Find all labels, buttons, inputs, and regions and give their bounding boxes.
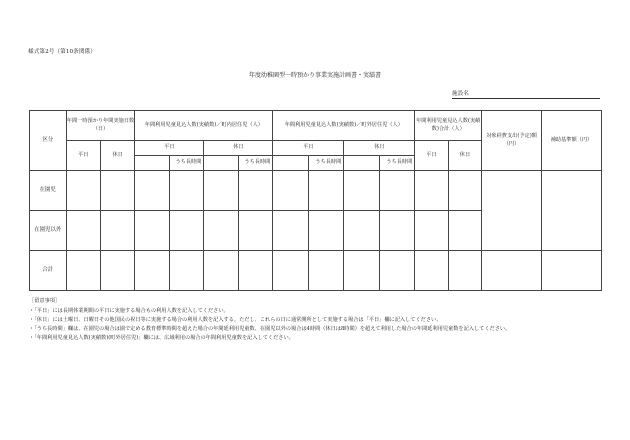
- table-cell[interactable]: [169, 171, 203, 211]
- table-cell[interactable]: [204, 171, 238, 211]
- resident-holiday-blank: [204, 156, 238, 171]
- table-cell[interactable]: [482, 251, 542, 291]
- table-cell[interactable]: [308, 171, 343, 211]
- days-header: 年間一時預かり年間実施日数（日）: [66, 111, 135, 141]
- nonresident-header: 年間利用児童見込人数(実績数)／町外居住児（人）: [273, 111, 415, 141]
- table-cell[interactable]: [448, 171, 481, 211]
- notes-section: [29, 297, 609, 343]
- table-cell[interactable]: [542, 171, 602, 251]
- table-cell[interactable]: [204, 211, 238, 251]
- table-cell[interactable]: [238, 211, 272, 251]
- facility-name-field[interactable]: 施設名: [452, 89, 600, 99]
- table-cell[interactable]: [273, 171, 308, 211]
- table-cell[interactable]: [379, 171, 414, 211]
- notes-header: ［留意事項］: [29, 298, 61, 304]
- table-cell[interactable]: [273, 211, 308, 251]
- table-cell[interactable]: [135, 171, 169, 211]
- resident-holiday-long: うち長時間: [238, 156, 272, 171]
- table-cell[interactable]: [204, 251, 238, 291]
- table-cell[interactable]: [448, 251, 481, 291]
- days-weekday: 平日: [66, 141, 100, 171]
- table-cell[interactable]: [344, 251, 379, 291]
- document-title: 年度幼稚園型一時預かり事業実施計画書・実績書: [248, 72, 381, 79]
- table-cell[interactable]: [415, 171, 448, 211]
- total-header: 年間利用児童見込人数(実績数)合計（人）: [415, 111, 482, 141]
- cost-header: 対象経費支出(予定)額（円）: [482, 111, 542, 171]
- resident-holiday: 休日: [204, 141, 273, 156]
- table-row: [30, 251, 602, 291]
- table-cell[interactable]: [542, 251, 602, 291]
- nonresident-holiday-blank: [344, 156, 379, 171]
- nonresident-weekday-blank: [273, 156, 308, 171]
- nonresident-holiday: 休日: [344, 141, 415, 156]
- resident-header: 年間利用児童見込人数(実績数)／町内居住児（人）: [135, 111, 273, 141]
- nonresident-holiday-long: うち長時間: [379, 156, 414, 171]
- table-cell[interactable]: [169, 251, 203, 291]
- resident-weekday-long: うち長時間: [169, 156, 203, 171]
- table-cell[interactable]: [66, 211, 100, 251]
- category-header: 区分: [30, 111, 67, 171]
- nonresident-weekday-long: うち長時間: [308, 156, 343, 171]
- row-label-non-enrolled: 在園児以外: [30, 211, 67, 251]
- subsidy-header: 補助基準額（円）: [542, 111, 602, 171]
- table-cell[interactable]: [66, 171, 100, 211]
- total-holiday: 休日: [448, 141, 481, 171]
- table-cell[interactable]: [100, 251, 134, 291]
- table-cell[interactable]: [273, 251, 308, 291]
- table-cell[interactable]: [100, 171, 134, 211]
- table-cell[interactable]: [379, 211, 414, 251]
- table-cell[interactable]: [344, 211, 379, 251]
- row-label-total: 合計: [30, 251, 67, 291]
- table-cell[interactable]: [308, 211, 343, 251]
- resident-weekday-blank: [135, 156, 169, 171]
- table-cell[interactable]: [482, 171, 542, 251]
- table-cell[interactable]: [238, 171, 272, 211]
- table-cell[interactable]: [135, 251, 169, 291]
- note-item: ・「平日」には長期休業期間の平日に実施する場合もの利用人数を記入してください。: [29, 307, 229, 314]
- table-cell[interactable]: [415, 251, 448, 291]
- table-cell[interactable]: [344, 171, 379, 211]
- table-cell[interactable]: [379, 251, 414, 291]
- note-item: ・「年間利用児童見込人数(実績数)(町外居住児)」欄には、広域利用の場合の年間利用児童数を記入してください。: [29, 334, 294, 341]
- nonresident-weekday: 平日: [273, 141, 344, 156]
- days-holiday: 休日: [100, 141, 134, 171]
- resident-weekday: 平日: [135, 141, 204, 156]
- table-cell[interactable]: [169, 211, 203, 251]
- note-item: ・「うち長時間」欄は、在園児の場合は園で定める教育標準時間を超えた場合の年間延利用児童数、在園児以外の場合は4時間（休日は8時間）を超えて利用した場合の年間延利用児童数を記入してください。: [29, 325, 511, 332]
- note-item: ・「休日」には土曜日、日曜日その他国民の祝日等に実施する場合の利用人数を記入する。ただし、これらの日に通常開所として実施する場合は「平日」欄に記入してください。: [29, 316, 442, 323]
- table-cell[interactable]: [135, 211, 169, 251]
- plan-report-table: [29, 110, 602, 291]
- table-cell[interactable]: [100, 211, 134, 251]
- total-weekday: 平日: [415, 141, 448, 171]
- table-cell[interactable]: [238, 251, 272, 291]
- table-cell[interactable]: [308, 251, 343, 291]
- table-row: [30, 171, 602, 211]
- table-cell[interactable]: [448, 211, 481, 251]
- table-cell[interactable]: [415, 211, 448, 251]
- form-number: 様式第2号（第10条関係）: [28, 49, 96, 55]
- row-label-enrolled: 在園児: [30, 171, 67, 211]
- table-cell[interactable]: [66, 251, 100, 291]
